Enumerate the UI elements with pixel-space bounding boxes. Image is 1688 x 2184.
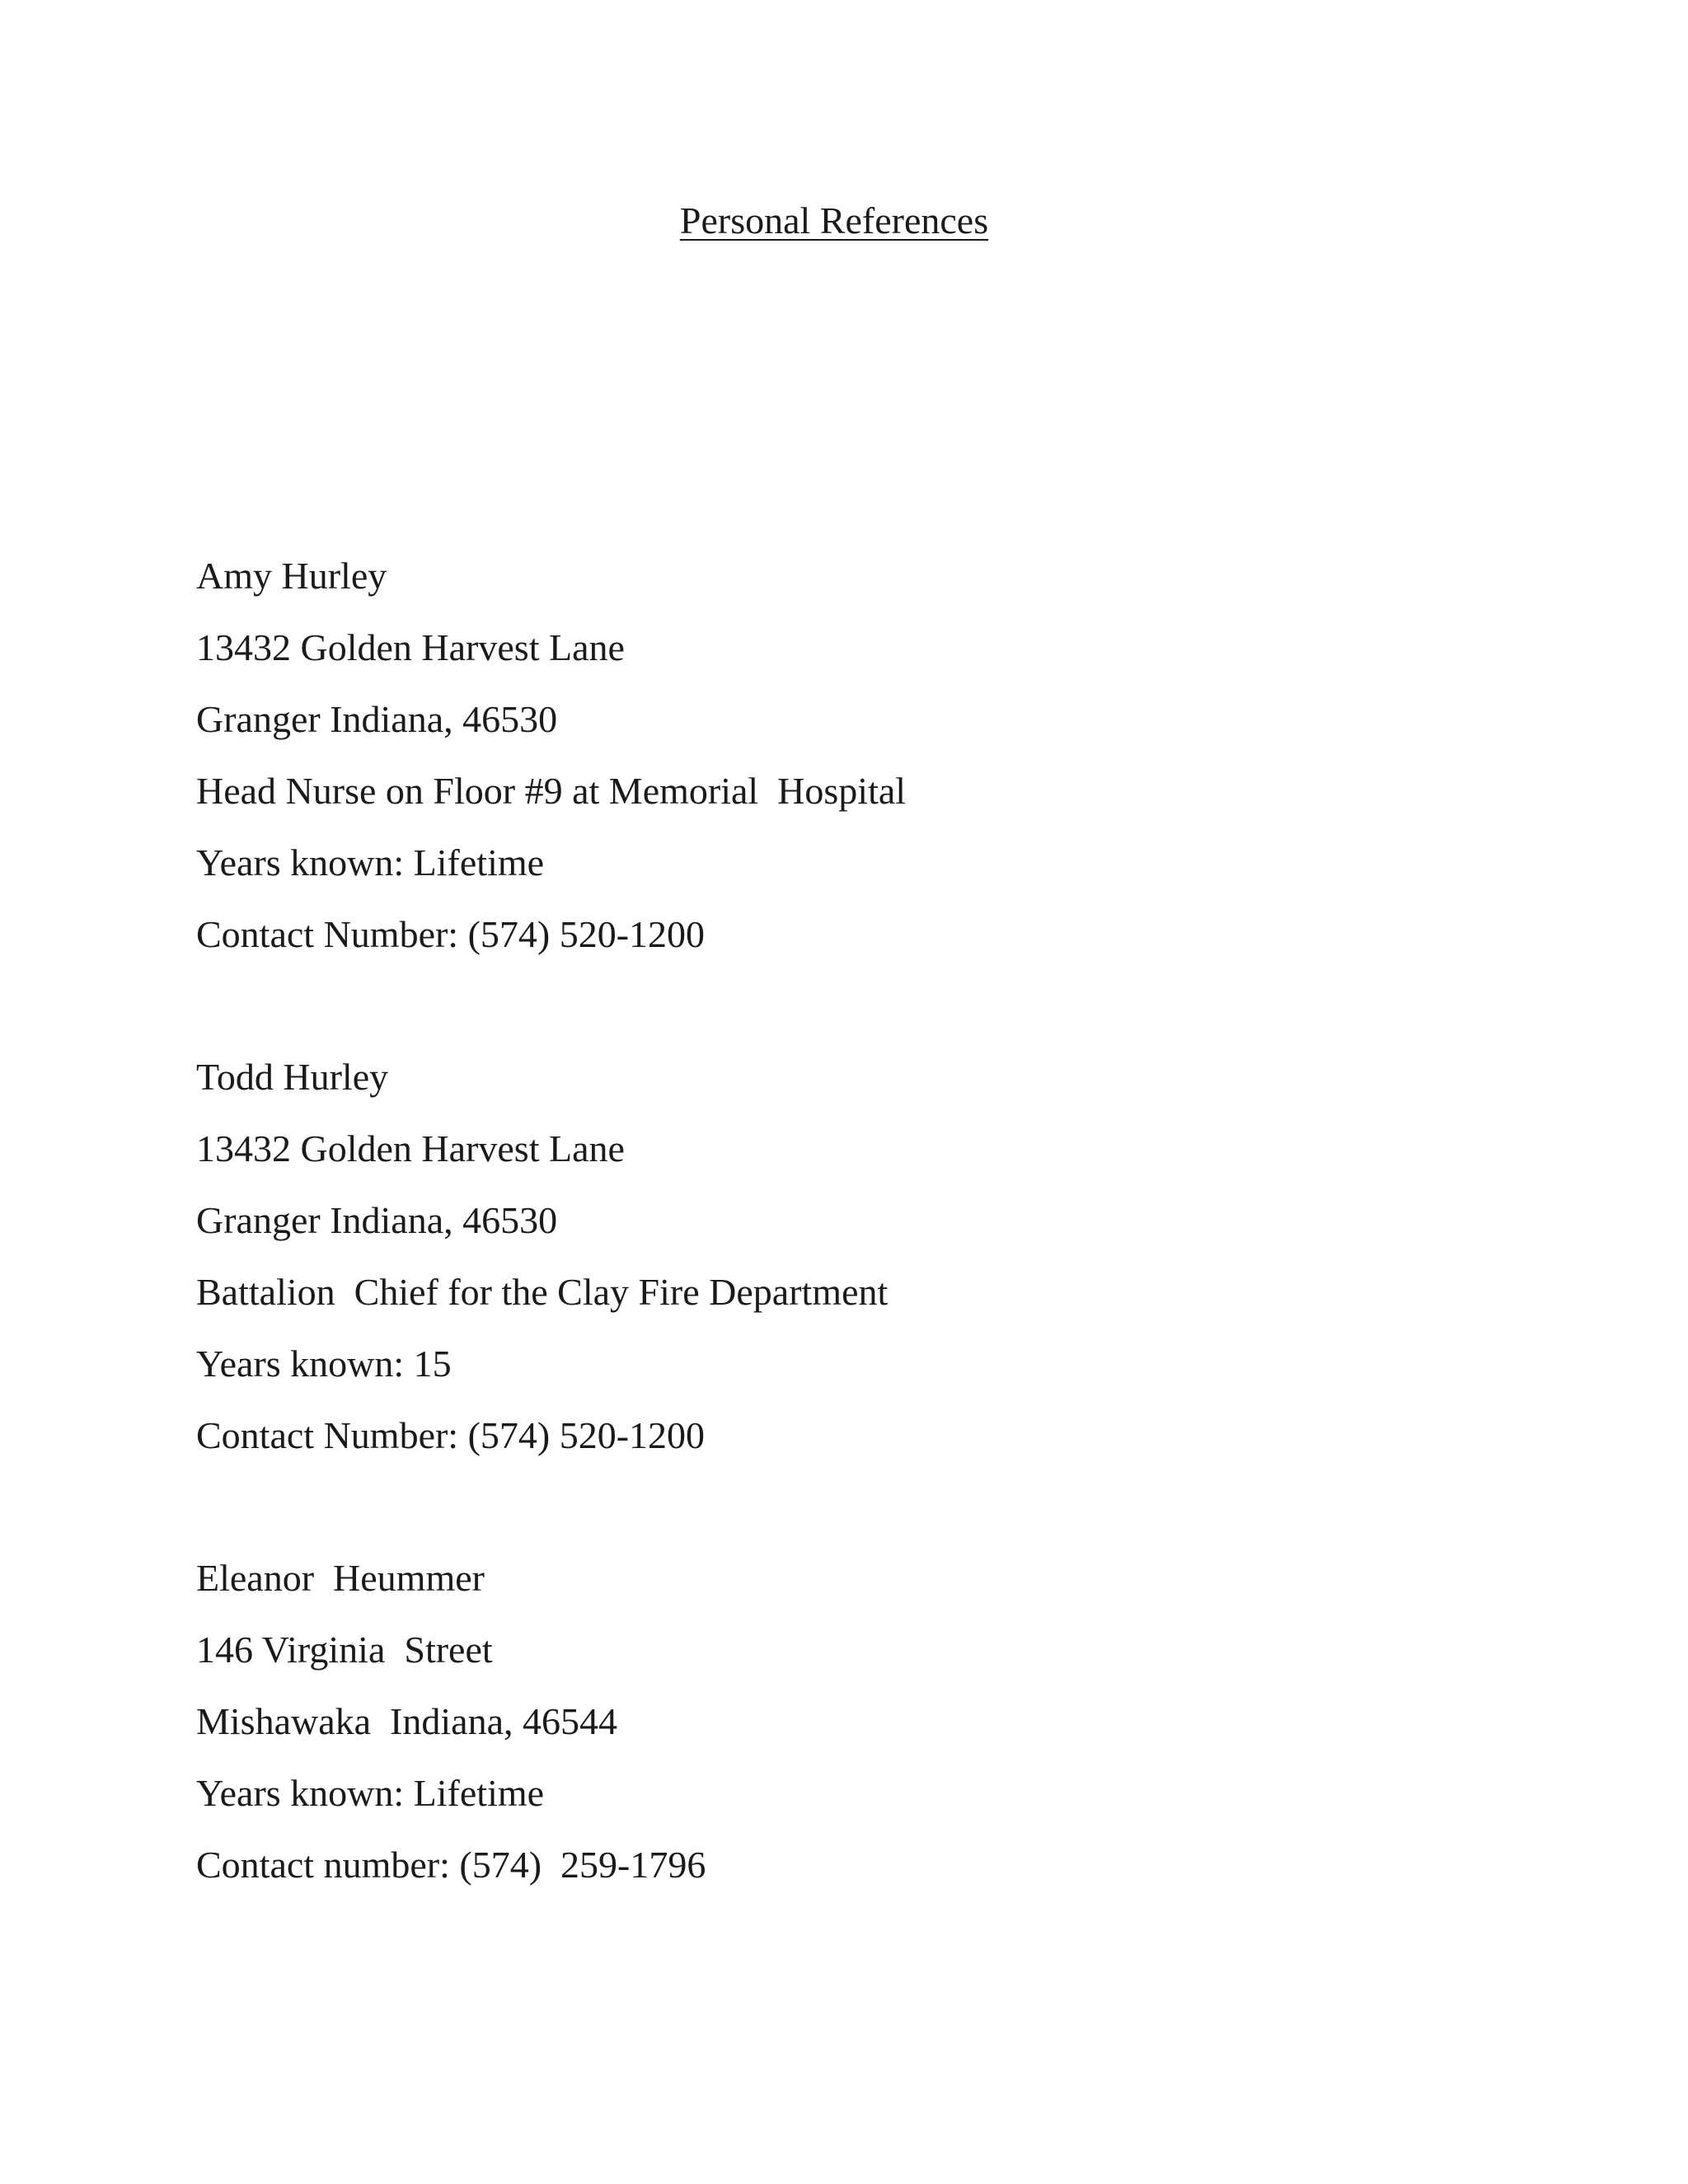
reference-address: 13432 Golden Harvest Lane <box>196 1127 625 1169</box>
reference-years-known: Years known: 15 <box>196 1343 452 1385</box>
reference-name: Eleanor Heummer <box>196 1557 485 1599</box>
reference-city: Mishawaka Indiana, 46544 <box>196 1700 617 1742</box>
reference-entry <box>196 1542 1597 1900</box>
reference-contact-number: Contact Number: (574) 520-1200 <box>196 1414 706 1456</box>
reference-name: Todd Hurley <box>196 1056 389 1098</box>
reference-years-known: Years known: Lifetime <box>196 841 545 883</box>
reference-name: Amy Hurley <box>196 555 387 597</box>
reference-entry <box>196 1041 1597 1471</box>
reference-entry <box>196 540 1597 970</box>
reference-city: Granger Indiana, 46530 <box>196 1199 558 1241</box>
reference-occupation: Battalion Chief for the Clay Fire Department <box>196 1271 889 1313</box>
reference-contact-number: Contact Number: (574) 520-1200 <box>196 913 706 955</box>
reference-address: 146 Virginia Street <box>196 1629 493 1671</box>
references-list <box>196 540 1597 1900</box>
reference-contact-number: Contact number: (574) 259-1796 <box>196 1844 706 1886</box>
reference-occupation: Head Nurse on Floor #9 at Memorial Hospital <box>196 770 907 812</box>
page-title: Personal References <box>679 199 989 241</box>
reference-years-known: Years known: Lifetime <box>196 1772 545 1814</box>
reference-address: 13432 Golden Harvest Lane <box>196 626 625 668</box>
reference-city: Granger Indiana, 46530 <box>196 698 558 740</box>
